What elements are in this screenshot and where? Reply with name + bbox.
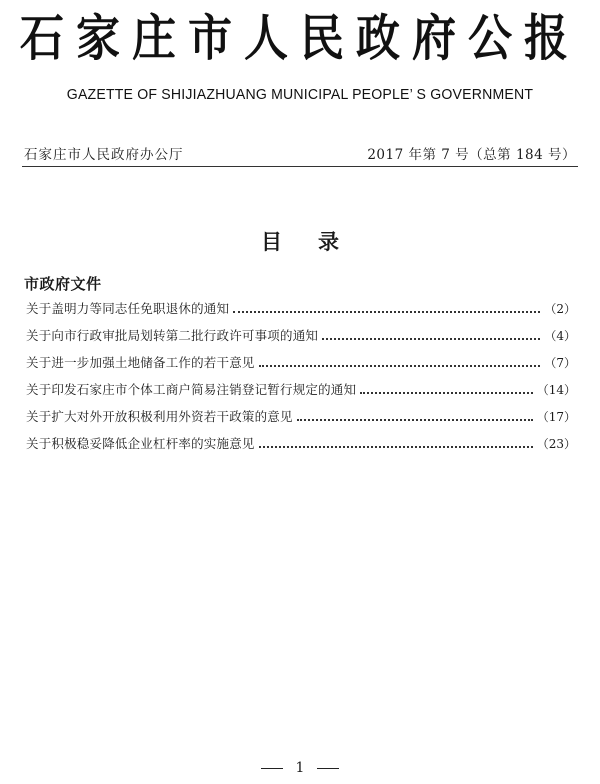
toc-item-page: （23） <box>536 437 576 451</box>
page-footer <box>0 760 600 776</box>
toc-item-title: 关于盖明力等同志任免职退休的通知 <box>26 301 230 316</box>
footer-dash-left <box>261 768 283 769</box>
toc-item[interactable] <box>26 407 576 434</box>
header-divider <box>22 166 578 167</box>
toc-dot-leader <box>360 392 533 394</box>
toc-item-page: （7） <box>544 356 576 370</box>
issue-info-row <box>24 143 576 163</box>
toc-item-page: （17） <box>536 410 576 424</box>
toc-list <box>26 299 576 461</box>
toc-item-page: （2） <box>544 302 576 316</box>
toc-item-page: （14） <box>536 383 576 397</box>
page-number: 1 <box>295 760 305 776</box>
toc-item-title: 关于进一步加强土地储备工作的若干意见 <box>26 355 255 370</box>
toc-item-title: 关于扩大对外开放积极利用外资若干政策的意见 <box>26 409 293 424</box>
toc-dot-leader <box>259 446 533 448</box>
toc-dot-leader <box>259 365 541 367</box>
toc-item-title: 关于印发石家庄市个体工商户简易注销登记暂行规定的通知 <box>26 382 357 397</box>
toc-item[interactable] <box>26 353 576 380</box>
footer-dash-right <box>317 768 339 769</box>
gazette-title: 石家庄市人民政府公报 <box>20 10 580 68</box>
toc-item-page: （4） <box>544 329 576 343</box>
toc-item-title: 关于积极稳妥降低企业杠杆率的实施意见 <box>26 436 255 451</box>
issue-number: 2017 年第 7 号（总第 184 号） <box>367 147 576 163</box>
gazette-english-subtitle: GAZETTE OF SHIJIAZHUANG MUNICIPAL PEOPLE’ S GOVERNMENT <box>66 86 534 103</box>
toc-item[interactable] <box>26 326 576 353</box>
toc-item[interactable] <box>26 380 576 407</box>
publisher-name: 石家庄市人民政府办公厅 <box>24 147 184 163</box>
toc-dot-leader <box>233 311 540 313</box>
toc-section-heading: 市政府文件 <box>24 275 102 293</box>
toc-item[interactable] <box>26 299 576 326</box>
toc-dot-leader <box>322 338 540 340</box>
toc-item[interactable] <box>26 434 576 461</box>
toc-dot-leader <box>297 419 533 421</box>
toc-title: 目录 <box>261 230 375 254</box>
toc-item-title: 关于向市行政审批局划转第二批行政许可事项的通知 <box>26 328 319 343</box>
